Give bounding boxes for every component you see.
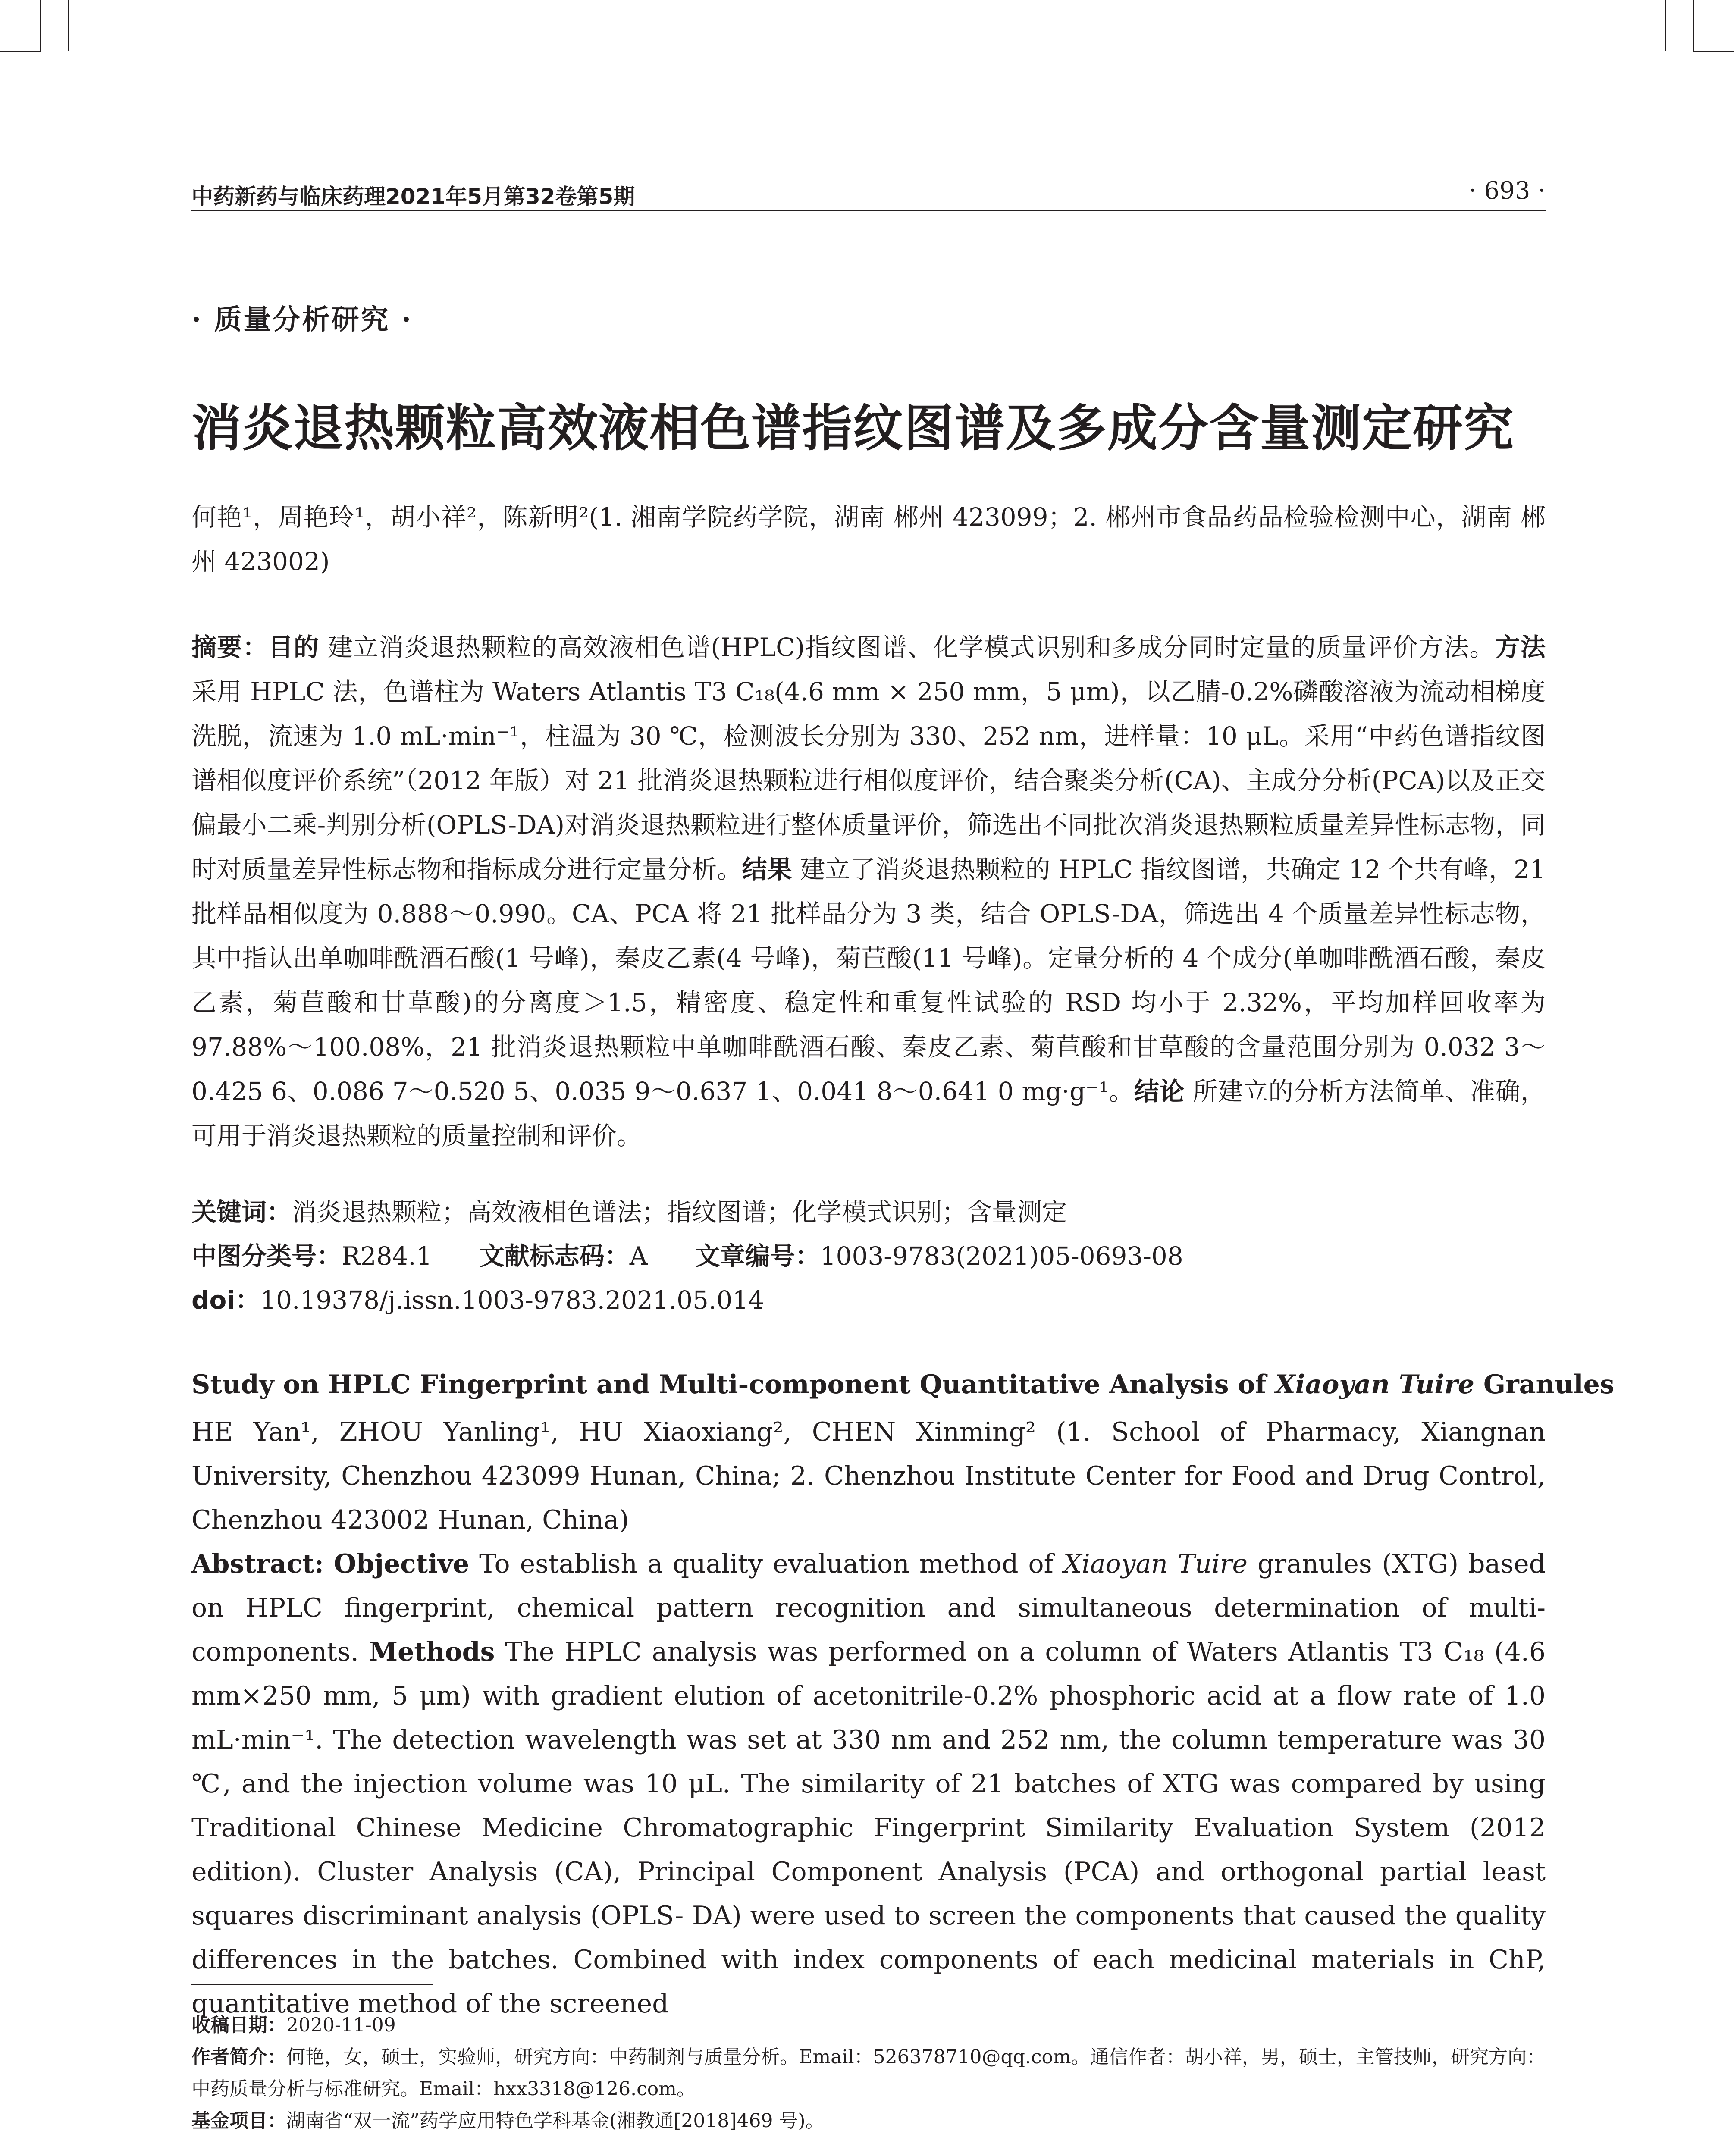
english-title-suffix: Granules — [1474, 1369, 1615, 1400]
received-date: 2020-11-09 — [286, 2014, 396, 2036]
keywords-label: 关键词： — [191, 1197, 292, 1227]
author-bio-label: 作者简介： — [191, 2046, 287, 2068]
english-title-prefix: Study on HPLC Fingerprint and Multi-component Quantitative Analysis of — [191, 1369, 1276, 1400]
doi-line — [191, 1280, 764, 1316]
english-objective-text-1: To establish a quality evaluation method of — [469, 1549, 1063, 1579]
english-objective-italic: Xiaoyan Tuire — [1063, 1549, 1248, 1579]
fund-label: 基金项目： — [191, 2110, 286, 2132]
doi-value: 10.19378/j.issn.1003-9783.2021.05.014 — [260, 1285, 765, 1315]
crop-mark — [1693, 51, 1734, 52]
results-text: 建立了消炎退热颗粒的 HPLC 指纹图谱，共确定 12 个共有峰，21 批样品相似度为 0.888～0.990。CA、PCA 将 21 批样品分为 3 类，结合 OPLS-DA，筛选出 4 个质量差异性标志物，其中指认出单咖啡酰酒石酸(1 号峰)，秦皮乙素(4 号峰)，菊苣酸(11 号峰)。定量分析的 4 个成分(单咖啡酰酒石酸，秦皮乙素，菊苣酸和甘草酸)的分离度＞1.5，精密度、稳定性和重复性试验的 RSD 均小于 2.32%，平均加样回收率为 97.88%～100.08%，21 批消炎退热颗粒中单咖啡酰酒石酸、秦皮乙素、菊苣酸和甘草酸的含量范围分别为 0.032 3～0.425 6、0.086 7～0.520 5、0.035 9～0.637 1、0.041 8～0.641 0 mg·g⁻¹。 — [191, 855, 1546, 1106]
conclusion-text: 所建立的分析方法简单、准确，可用于消炎退热颗粒的质量控制和评价。 — [191, 1077, 1546, 1150]
section-label: · 质量分析研究 · — [191, 304, 413, 336]
crop-mark — [40, 0, 41, 51]
english-abstract — [191, 1542, 1546, 2026]
english-title-italic: Xiaoyan Tuire — [1275, 1369, 1474, 1400]
results-label: 结果 — [742, 855, 792, 884]
abstract-label: 摘要： — [191, 633, 268, 662]
article-title: 消炎退热颗粒高效液相色谱指纹图谱及多成分含量测定研究 — [191, 399, 1515, 458]
english-objective-label: Objective — [333, 1549, 470, 1579]
clc-label: 中图分类号： — [191, 1241, 342, 1271]
english-objective-text-2: granules (XTG) based on HPLC fingerprint, chemical pattern recognition and simultaneous determination of multi-components. — [191, 1549, 1546, 1667]
objective-label: 目的 — [268, 633, 320, 662]
english-title — [191, 1369, 1615, 1400]
crop-mark — [1693, 0, 1694, 51]
crop-mark — [1665, 0, 1666, 51]
english-methods-text: The HPLC analysis was performed on a column of Waters Atlantis T3 C₁₈ (4.6 mm×250 mm, 5 μm) with gradient elution of acetonitrile-0.2% phosphoric acid at a flow rate of 1.0 mL·min⁻¹. The detection wavelength was set at 330 nm and 252 nm, the column temperature was 30 ℃, and the injection volume was 10 μL. The similarity of 21 batches of XTG was compared by using Traditional Chinese Medicine Chromatographic Fingerprint Similarity Evaluation System (2012 edition). Cluster Analysis (CA), Principal Component Analysis (PCA) and orthogonal partial least squares discriminant analysis (OPLS- DA) were used to screen the components that caused the quality differences in the batches. Combined with index components of each medicinal materials in ChP, quantitative method of the screened — [191, 1637, 1546, 2019]
methods-text: 采用 HPLC 法，色谱柱为 Waters Atlantis T3 C₁₈(4.6 mm × 250 mm，5 μm)，以乙腈-0.2%磷酸溶液为流动相梯度洗脱，流速为 1.0 mL·min⁻¹，柱温为 30 ℃，检测波长分别为 330、252 nm，进样量：10 μL。采用“中药色谱指纹图谱相似度评价系统”（2012 年版）对 21 批消炎退热颗粒进行相似度评价，结合聚类分析(CA)、主成分分析(PCA)以及正交偏最小二乘-判别分析(OPLS-DA)对消炎退热颗粒进行整体质量评价，筛选出不同批次消炎退热颗粒质量差异性标志物，同时对质量差异性标志物和指标成分进行定量分析。 — [191, 677, 1546, 884]
english-methods-label: Methods — [369, 1637, 495, 1667]
doi-label: doi： — [191, 1285, 260, 1315]
conclusion-label: 结论 — [1134, 1077, 1185, 1106]
english-abstract-label: Abstract: — [191, 1549, 324, 1579]
english-authors: HE Yan¹, ZHOU Yanling¹, HU Xiaoxiang², CHEN Xinming² (1. School of Pharmacy, Xiangnan University, Chenzhou 423099 Hunan, China; 2. Chenzhou Institute Center for Food and Drug Control, Chenzhou 423002 Hunan, China) — [191, 1417, 1546, 1535]
fund-text: 湖南省“双一流”药学应用特色学科基金(湘教通[2018]469 号)。 — [286, 2110, 825, 2132]
footnote-author — [191, 2041, 1546, 2105]
page-number: · 693 · — [1468, 177, 1546, 205]
received-label: 收稿日期： — [191, 2014, 286, 2036]
doc-code-value: A — [629, 1241, 648, 1271]
crop-mark — [0, 51, 41, 52]
header-rule — [191, 210, 1546, 211]
objective-text: 建立消炎退热颗粒的高效液相色谱(HPLC)指纹图谱、化学模式识别和多成分同时定量的质量评价方法。 — [319, 633, 1495, 662]
footnote-rule — [191, 1984, 433, 1985]
footnote-received — [191, 2009, 1546, 2041]
classification-line — [191, 1236, 1231, 1272]
doc-code-label: 文献标志码： — [479, 1241, 630, 1271]
footnote-fund — [191, 2105, 1546, 2137]
author-affiliations-cn: 何艳¹，周艳玲¹，胡小祥²，陈新明²(1. 湘南学院药学院，湖南 郴州 423099；2. 郴州市食品药品检验检测中心，湖南 郴州 423002) — [191, 502, 1546, 576]
crop-mark — [68, 0, 69, 51]
article-no-value: 1003-9783(2021)05-0693-08 — [820, 1241, 1183, 1271]
methods-label: 方法 — [1495, 633, 1546, 662]
article-no-label: 文章编号： — [695, 1241, 820, 1271]
clc-value: R284.1 — [342, 1241, 432, 1271]
author-bio: 何艳，女，硕士，实验师，研究方向：中药制剂与质量分析。Email：526378710@qq.com。通信作者：胡小祥，男，硕士，主管技师，研究方向：中药质量分析与标准研究。Email：hxx3318@126.com。 — [191, 2046, 1546, 2100]
footnotes — [191, 2009, 1546, 2137]
english-body — [191, 1410, 1546, 2026]
running-header — [191, 174, 1546, 209]
journal-name: 中药新药与临床药理2021年5月第32卷第5期 — [191, 184, 635, 209]
abstract-cn — [191, 625, 1546, 1158]
keywords-line — [191, 1192, 1067, 1228]
keywords-value: 消炎退热颗粒；高效液相色谱法；指纹图谱；化学模式识别；含量测定 — [292, 1197, 1067, 1227]
